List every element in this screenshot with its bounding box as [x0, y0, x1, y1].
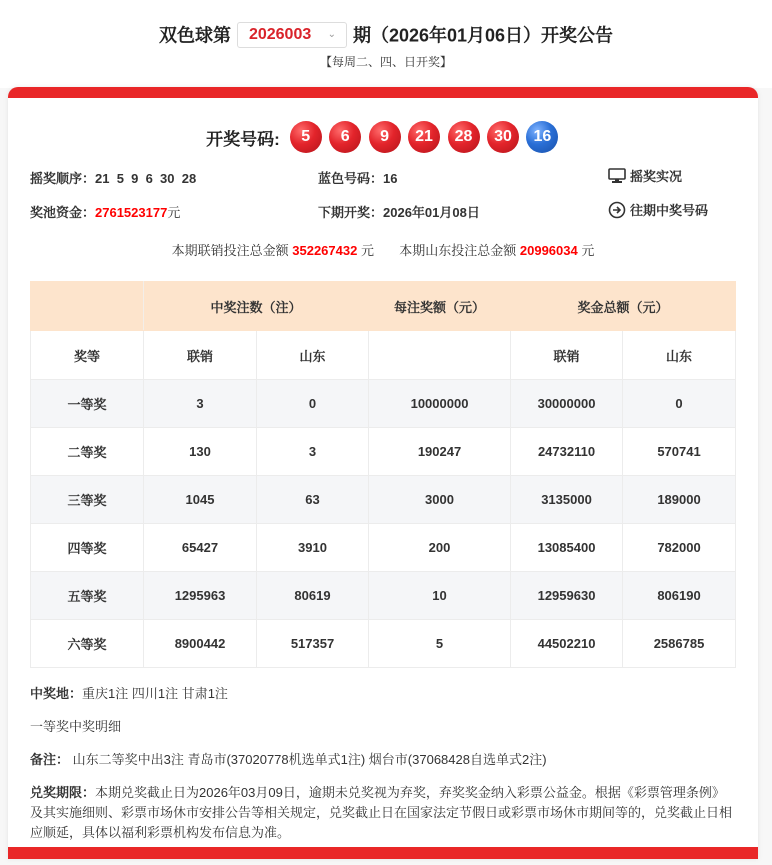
table-cell: 12959630 [511, 572, 623, 620]
national-sales-unit: 元 [360, 243, 374, 258]
title-suffix: 期（2026年01月06日）开奖公告 [352, 25, 614, 46]
national-sales-label: 本期联销投注总金额 [171, 243, 289, 258]
table-header-cell: 联销 [511, 331, 623, 380]
table-cell: 8900442 [144, 620, 257, 668]
prize-pool [30, 202, 180, 221]
table-header-cell: 山东 [257, 331, 369, 380]
red-ball: 30 [487, 121, 519, 153]
table-header-cell: 奖金总额（元） [511, 282, 736, 331]
red-ball: 21 [408, 121, 440, 153]
red-ball: 5 [290, 121, 322, 153]
issue-select-value: 2026003 [248, 26, 312, 44]
prize-pool-unit: 元 [167, 205, 181, 220]
table-cell: 0 [623, 380, 736, 428]
table-header-cell: 联销 [144, 331, 257, 380]
table-header-cell: 奖等 [31, 331, 144, 380]
table-cell: 200 [369, 524, 511, 572]
winning-numbers [8, 121, 758, 155]
winning-numbers-label: 开奖号码: [206, 129, 280, 149]
first-prize-detail-title: 一等奖中奖明细 [30, 719, 122, 734]
card-bottom-bar [8, 847, 758, 859]
national-sales-value: 352267432 [292, 243, 358, 258]
table-row [31, 428, 736, 476]
remarks [30, 749, 547, 768]
prize-table [30, 281, 736, 668]
table-cell: 一等奖 [31, 380, 144, 428]
winner-locations [30, 683, 228, 702]
table-cell: 五等奖 [31, 572, 144, 620]
table-header-cell: 山东 [623, 331, 736, 380]
table-cell: 24732110 [511, 428, 623, 476]
table-row [31, 620, 736, 668]
table-cell: 44502210 [511, 620, 623, 668]
claim-deadline-value: 本期兑奖截止日为2026年03月09日，逾期未兑奖视为弃奖，弃奖奖金纳入彩票公益金。根据《彩票管理条例》及其实施细则、彩票市场休市安排公告等相关规定，兑奖截止日在国家法定节假日或彩票市场休市期间等的，兑奖截止日相应顺延，具体以福利彩票机构发布信息为准。 [30, 785, 733, 840]
next-draw [318, 202, 480, 221]
table-cell: 30000000 [511, 380, 623, 428]
blue-number [318, 168, 397, 187]
card-top-bar [8, 87, 758, 98]
next-draw-value: 2026年01月08日 [383, 205, 480, 220]
title-prefix: 双色球第 [158, 25, 231, 46]
table-cell: 0 [257, 380, 369, 428]
table-cell: 130 [144, 428, 257, 476]
table-cell: 80619 [257, 572, 369, 620]
monitor-icon [608, 168, 626, 184]
red-ball: 6 [329, 121, 361, 153]
live-draw-link-label: 摇奖实况 [630, 169, 683, 184]
table-cell: 六等奖 [31, 620, 144, 668]
table-row [31, 380, 736, 428]
table-cell: 570741 [623, 428, 736, 476]
table-cell: 5 [369, 620, 511, 668]
table-header-cell: 中奖注数（注） [144, 282, 369, 331]
page-header [0, 0, 772, 88]
remarks-value: 山东二等奖中出3注 青岛市(37020778机选单式1注) 烟台市(37068428自选单式2注) [69, 752, 547, 767]
table-cell: 13085400 [511, 524, 623, 572]
live-draw-link[interactable] [608, 166, 682, 185]
claim-deadline [30, 783, 735, 843]
table-cell: 1045 [144, 476, 257, 524]
table-cell: 1295963 [144, 572, 257, 620]
table-cell: 3000 [369, 476, 511, 524]
local-sales-unit: 元 [581, 243, 595, 258]
claim-deadline-label: 兑奖期限： [30, 785, 96, 800]
table-cell: 2586785 [623, 620, 736, 668]
table-cell: 517357 [257, 620, 369, 668]
table-cell: 190247 [369, 428, 511, 476]
table-cell: 782000 [623, 524, 736, 572]
draw-schedule: 【每周二、四、日开奖】 [319, 55, 452, 69]
table-cell: 二等奖 [31, 428, 144, 476]
local-sales-label: 本期山东投注总金额 [399, 243, 517, 258]
prize-pool-value: 2761523177 [95, 205, 168, 220]
table-group-header-row [31, 282, 736, 331]
table-cell: 3910 [257, 524, 369, 572]
winner-locations-value: 重庆1注 四川1注 甘肃1注 [82, 686, 228, 701]
table-cell: 3 [257, 428, 369, 476]
draw-order-label: 摇奖顺序： [30, 171, 96, 186]
blue-number-label: 蓝色号码： [318, 171, 384, 186]
blue-ball: 16 [526, 121, 558, 153]
draw-order-value: 21 5 9 6 30 28 [95, 171, 197, 186]
issue-select[interactable] [237, 22, 347, 48]
table-header-cell: 每注奖额（元） [369, 282, 511, 331]
table-header-cell [31, 282, 144, 331]
red-ball: 9 [369, 121, 401, 153]
table-sub-header-row [31, 331, 736, 380]
table-cell: 3 [144, 380, 257, 428]
table-row [31, 524, 736, 572]
table-cell: 189000 [623, 476, 736, 524]
sales-totals [8, 240, 758, 259]
table-row [31, 572, 736, 620]
blue-number-value: 16 [383, 171, 398, 186]
table-cell: 10000000 [369, 380, 511, 428]
next-draw-label: 下期开奖： [318, 205, 384, 220]
draw-order [30, 168, 196, 187]
page-title [0, 20, 772, 49]
table-cell: 65427 [144, 524, 257, 572]
table-cell: 3135000 [511, 476, 623, 524]
prize-pool-label: 奖池资金： [30, 205, 96, 220]
history-numbers-link[interactable] [608, 200, 708, 219]
table-row [31, 476, 736, 524]
remarks-label: 备注： [30, 752, 70, 767]
winner-locations-label: 中奖地： [30, 686, 83, 701]
local-sales-value: 20996034 [519, 243, 578, 258]
table-cell: 63 [257, 476, 369, 524]
table-cell: 四等奖 [31, 524, 144, 572]
table-cell: 806190 [623, 572, 736, 620]
result-card [8, 87, 758, 859]
chevron-down-icon: ⌄ [327, 29, 336, 41]
table-cell: 三等奖 [31, 476, 144, 524]
table-cell: 10 [369, 572, 511, 620]
table-header-cell [369, 331, 511, 380]
history-numbers-link-label: 往期中奖号码 [630, 203, 709, 218]
red-ball: 28 [448, 121, 480, 153]
arrow-circle-right-icon [608, 201, 626, 219]
